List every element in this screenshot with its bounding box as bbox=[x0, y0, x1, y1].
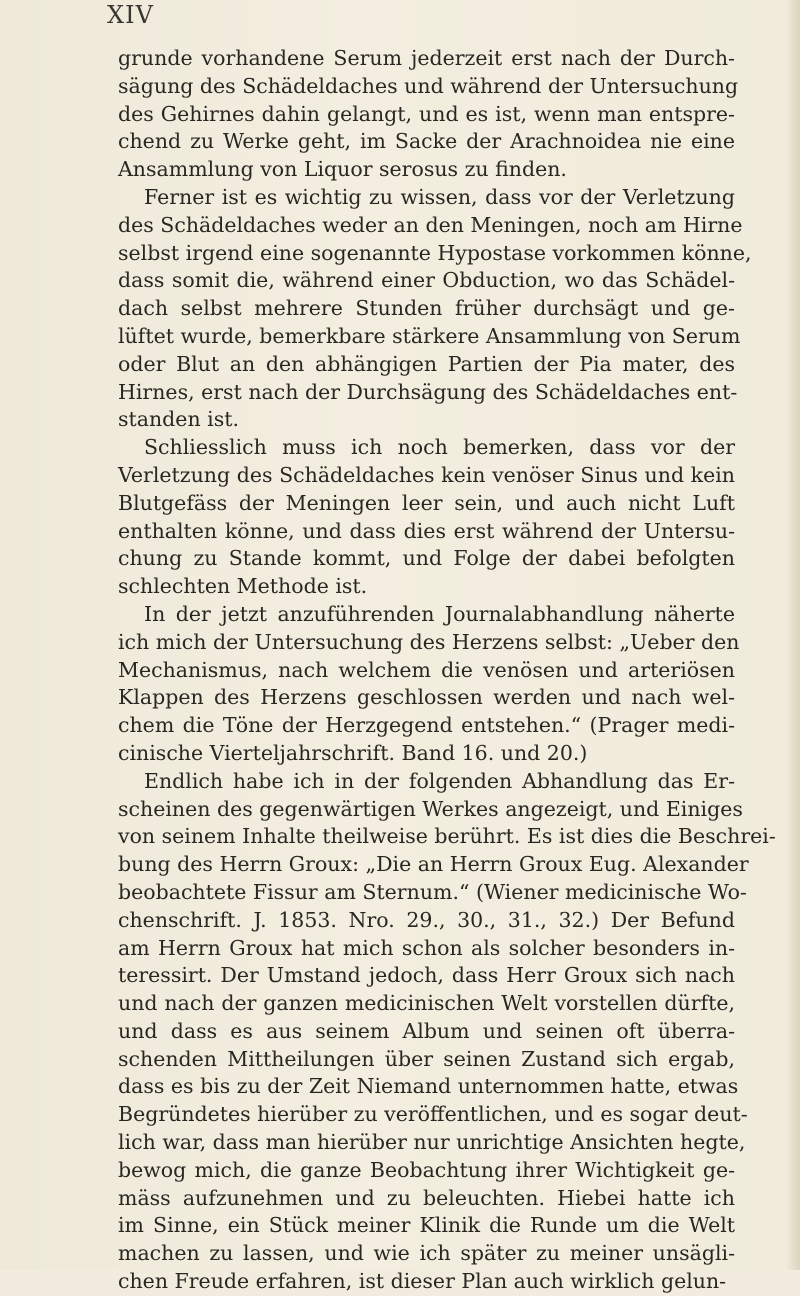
text-line: selbst irgend eine sogenannte Hypostase vorkommen könne, bbox=[118, 240, 752, 265]
text-line: Begründetes hierüber zu veröffentlichen, und es sogar deut- bbox=[118, 1102, 748, 1127]
text-line: des Schädeldaches weder an den Meningen, noch am Hirne bbox=[118, 212, 743, 237]
text-line: Ferner ist es wichtig zu wissen, dass vor der Verletzung bbox=[144, 184, 735, 209]
text-line: Schliesslich muss ich noch bemerken, dass vor der bbox=[144, 435, 735, 460]
text-line: bewog mich, die ganze Beobachtung ihrer Wichtigkeit ge- bbox=[118, 1157, 735, 1182]
text-line: teressirt. Der Umstand jedoch, dass Herr Groux sich nach bbox=[118, 963, 735, 988]
body-text bbox=[118, 45, 776, 1296]
text-line: beobachtete Fissur am Sternum.“ (Wiener medicinische Wo- bbox=[118, 879, 747, 904]
text-line: am Herrn Groux hat mich schon als solcher besonders in- bbox=[118, 935, 735, 960]
text-line: Ansammlung von Liquor serosus zu finden. bbox=[118, 157, 567, 182]
text-line: cinische Vierteljahrschrift. Band 16. und 20.) bbox=[118, 740, 588, 765]
text-line: chem die Töne der Herzgegend entstehen.“ (Prager medi- bbox=[118, 713, 735, 738]
text-line: Mechanismus, nach welchem die venösen und arteriösen bbox=[118, 657, 735, 682]
page-edge-shadow bbox=[786, 0, 800, 1270]
paragraph bbox=[118, 601, 740, 768]
paragraph bbox=[118, 184, 752, 434]
text-line: chen Freude erfahren, ist dieser Plan auch wirklich gelun- bbox=[118, 1269, 727, 1294]
paragraph bbox=[118, 768, 776, 1296]
text-line: Hirnes, erst nach der Durchsägung des Schädeldaches ent- bbox=[118, 379, 738, 404]
paragraph bbox=[118, 45, 739, 184]
text-line: ich mich der Untersuchung des Herzens selbst: „Ueber den bbox=[118, 629, 740, 654]
text-line: schlechten Methode ist. bbox=[118, 574, 368, 599]
text-line: standen ist. bbox=[118, 407, 239, 432]
text-line: chenschrift. J. 1853. Nro. 29., 30., 31., 32.) Der Befund bbox=[118, 907, 735, 932]
page-number: XIV bbox=[107, 1, 154, 29]
text-line: mäss aufzunehmen und zu beleuchten. Hiebei hatte ich bbox=[118, 1185, 735, 1210]
text-line: oder Blut an den abhängigen Partien der Pia mater, des bbox=[118, 351, 735, 376]
text-line: dass es bis zu der Zeit Niemand unternommen hatte, etwas bbox=[118, 1074, 739, 1099]
text-line: grunde vorhandene Serum jederzeit erst nach der Durch- bbox=[118, 46, 735, 70]
text-line: chung zu Stande kommt, und Folge der dabei befolgten bbox=[118, 546, 735, 571]
text-line: dach selbst mehrere Stunden früher durchsägt und ge- bbox=[118, 296, 735, 321]
text-line: dass somit die, während einer Obduction, wo das Schädel- bbox=[118, 268, 735, 293]
text-line: scheinen des gegenwärtigen Werkes angezeigt, und Einiges bbox=[118, 796, 743, 821]
text-line: enthalten könne, und dass dies erst während der Untersu- bbox=[118, 518, 735, 543]
text-line: Blutgefäss der Meningen leer sein, und auch nicht Luft bbox=[118, 490, 735, 515]
text-line: lich war, dass man hierüber nur unrichtige Ansichten hegte, bbox=[118, 1130, 746, 1155]
text-line: chend zu Werke geht, im Sacke der Arachnoidea nie eine bbox=[118, 129, 735, 154]
text-line: Verletzung des Schädeldaches kein venöser Sinus und kein bbox=[118, 462, 735, 487]
text-line: Endlich habe ich in der folgenden Abhandlung das Er- bbox=[144, 768, 735, 793]
text-line: und nach der ganzen medicinischen Welt vorstellen dürfte, bbox=[118, 991, 735, 1016]
paragraph bbox=[118, 434, 735, 601]
text-line: lüftet wurde, bemerkbare stärkere Ansammlung von Serum bbox=[118, 323, 741, 348]
text-line: schenden Mittheilungen über seinen Zustand sich ergab, bbox=[118, 1046, 735, 1071]
text-line: im Sinne, ein Stück meiner Klinik die Runde um die Welt bbox=[118, 1213, 735, 1238]
text-line: sägung des Schädeldaches und während der Untersuchung bbox=[118, 73, 739, 98]
text-line: des Gehirnes dahin gelangt, und es ist, wenn man entspre- bbox=[118, 101, 735, 126]
text-line: von seinem Inhalte theilweise berührt. Es ist dies die Beschrei- bbox=[118, 824, 776, 849]
text-line: In der jetzt anzuführenden Journalabhandlung näherte bbox=[144, 601, 735, 626]
text-line: bung des Herrn Groux: „Die an Herrn Groux Eug. Alexander bbox=[118, 852, 749, 877]
text-line: machen zu lassen, und wie ich später zu meiner unsägli- bbox=[118, 1241, 735, 1266]
text-line: Klappen des Herzens geschlossen werden und nach wel- bbox=[118, 685, 735, 710]
text-line: und dass es aus seinem Album und seinen oft überra- bbox=[118, 1018, 735, 1043]
